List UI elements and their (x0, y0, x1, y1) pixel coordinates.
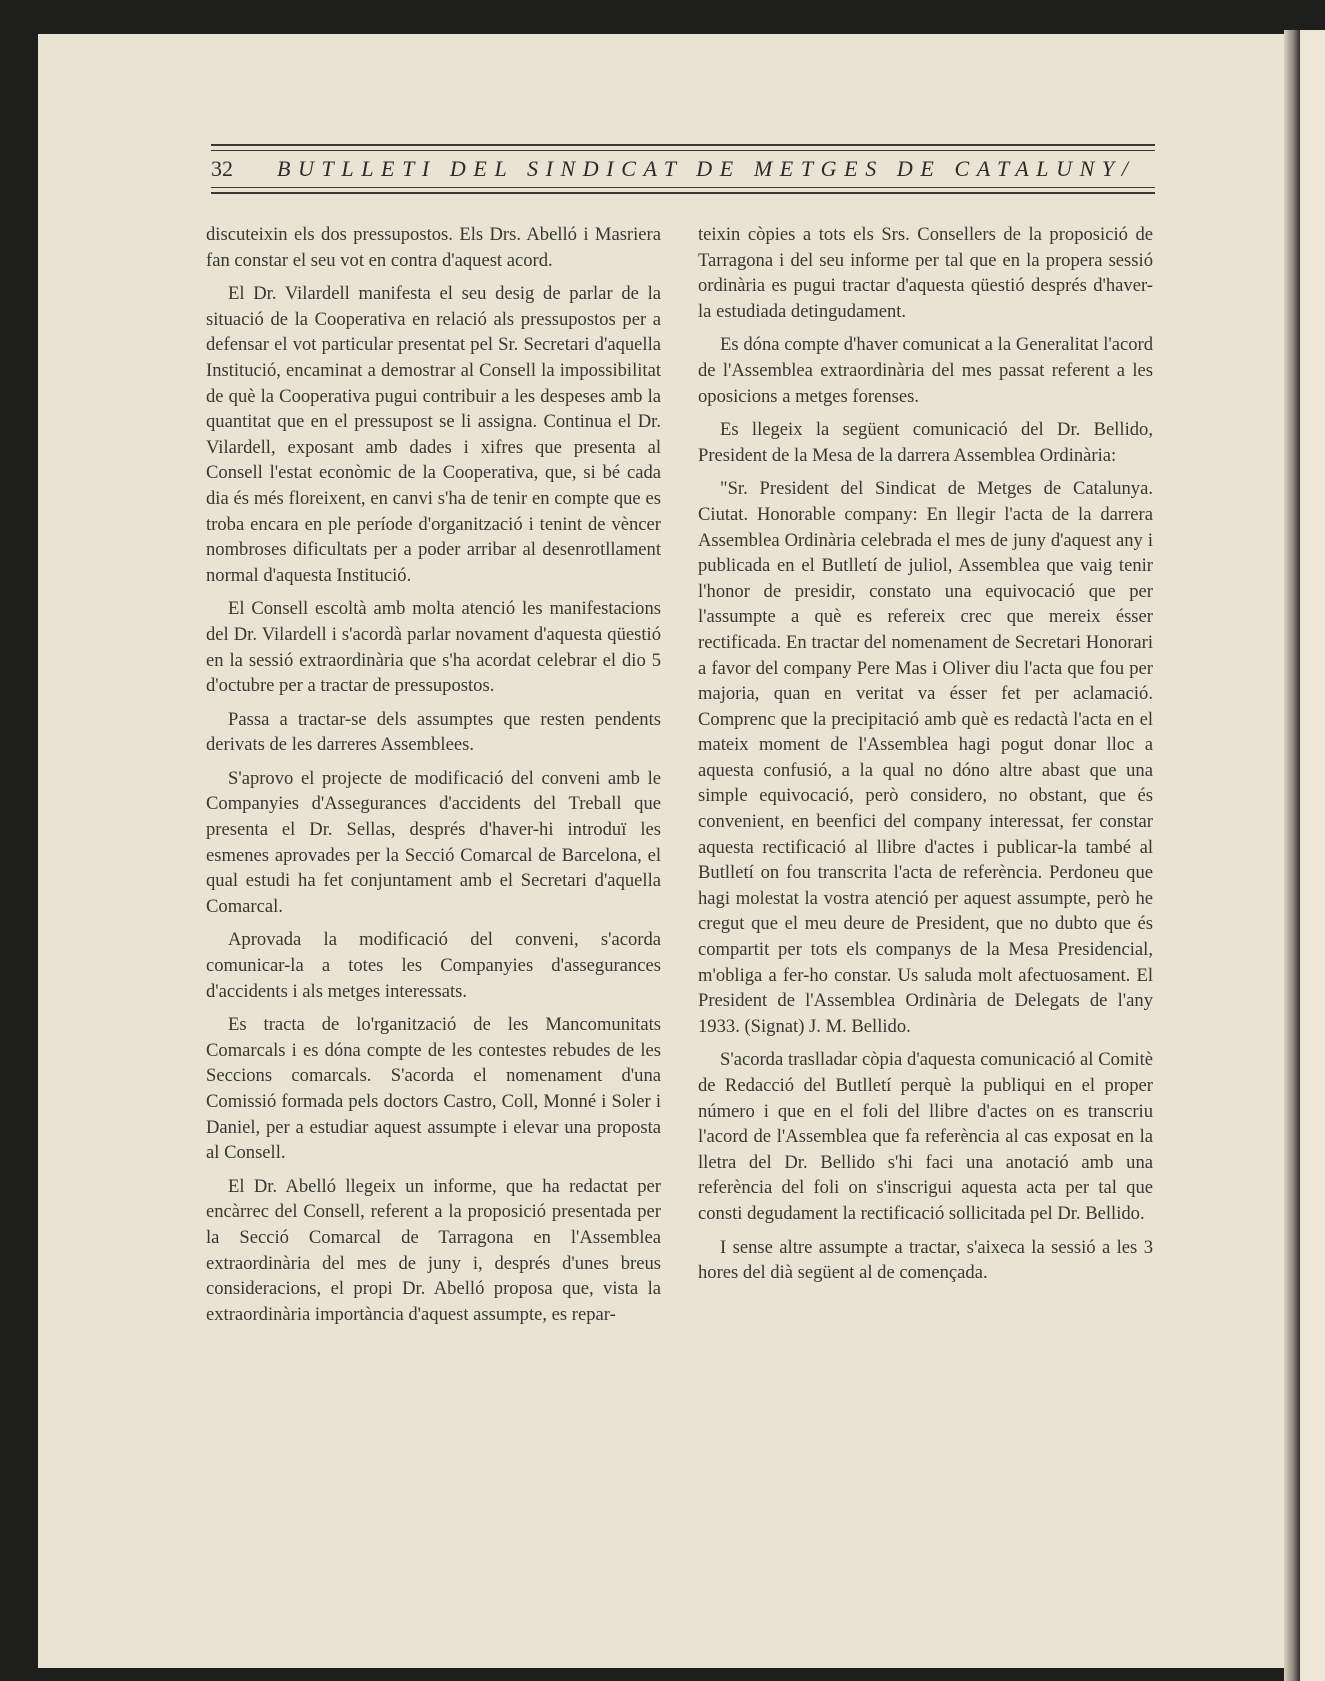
header-rule-bottom (211, 192, 1155, 194)
page-gutter-shadow (1284, 30, 1300, 1681)
right-column (698, 222, 1153, 1522)
paragraph: El Dr. Vilardell manifesta el seu desig de parlar de la situació de la Cooperativa en relació als pressupostos per a defensar el vot particular presentat pel Sr. Secretari d'aquella Institució, encaminat a demostrar al Consell la impossibilitat de què la Cooperativa pugui contribuir a les despeses amb la quantitat que en el pressupost se li assigna. Continua el Dr. Vilardell, exposant amb dades i xifres que presenta al Consell l'estat econòmic de la Cooperativa, que, si bé cada dia és més floreixent, en canvi s'ha de tenir en compte que es troba encara en ple període d'organització i tenint de vèncer nombroses dificultats per a poder arribar al desenrotllament normal d'aquesta Institució. (206, 283, 661, 586)
header-rule-top (211, 144, 1155, 146)
paragraph: I sense altre assumpte a tractar, s'aixeca la sessió a les 3 hores del dià següent al de començada. (698, 1236, 1153, 1284)
header-rule-top-thin (211, 150, 1155, 151)
running-header (211, 154, 1155, 184)
running-title: BUTLLETI DEL SINDICAT DE METGES DE CATALUNY/ (277, 156, 1136, 181)
paragraph: Es dóna compte d'haver comunicat a la Generalitat l'acord de l'Assemblea extraordinària del mes passat referent a les oposicions a metges forenses. (698, 334, 1153, 407)
quoted-letter: "Sr. President del Sindicat de Metges de Catalunya. Ciutat. Honorable company: En llegir l'acta de la darrera Assemblea Ordinària celebrada el mes de juny d'aquest any i publicada en el Butlletí de juliol, Assemblea que vaig tenir l'honor de presidir, constato una equivocació que per l'assumpte a què es refereix crec que mereix ésser rectificada. En tractar del nomenament de Secretari Honorari a favor del company Pere Mas i Oliver diu l'acta que fou per majoria, quan en veritat va ésser fet per aclamació. Comprenc que la precipitació amb què es redactà l'acta en el mateix moment de l'Assemblea hagi pogut donar lloc a aquesta confusió, a la qual no dóno altre abast que una simple equivocació, però considero, no obstant, que és convenient, en beenfici del company interessat, fer constar aquesta rectificació al llibre d'actes i publicar-la també al Butlletí on fou transcrita l'acta de referència. Perdoneu que hagi molestat la vostra atenció per aquest assumpte, però he cregut que el meu deure de President, que no dubto que és compartit per tots els companys de la Mesa Presidencial, m'obliga a fer-ho constar. Us saluda molt afectuosament. El President de l'Assemblea Ordinària de Delegats de l'any 1933. (Signat) J. M. Bellido. (698, 478, 1153, 1037)
page-number: 32 (211, 156, 233, 181)
paragraph: S'aprovo el projecte de modificació del conveni amb le Companyies d'Assegurances d'accidents del Treball que presenta el Dr. Sellas, després d'haver-hi introduï les esmenes aprovades per la Secció Comarcal de Barcelona, el qual estudi ha fet conjuntament amb el Secretari d'aquella Comarcal. (206, 767, 661, 917)
header-rule-bottom-thin (211, 187, 1155, 188)
left-column (206, 222, 661, 1522)
paragraph: El Dr. Abelló llegeix un informe, que ha redactat per encàrrec del Consell, referent a la proposició presentada per la Secció Comarcal de Tarragona en l'Assemblea extraordinària del mes de juny i, després d'unes breus consideracions, el propi Dr. Abelló proposa que, vista la extraordinària importància d'aquest assumpte, es repar- (206, 1175, 661, 1325)
paragraph: Es llegeix la següent comunicació del Dr. Bellido, President de la Mesa de la darrera Assemblea Ordinària: (698, 419, 1153, 466)
facing-page-edge (1300, 30, 1325, 1681)
paragraph: Aprovada la modificació del conveni, s'acorda comunicar-la a totes les Companyies d'assegurances d'accidents i als metges interessats. (206, 929, 661, 1002)
paragraph: S'acorda traslladar còpia d'aquesta comunicació al Comitè de Redacció del Butlletí perquè la publiqui en el proper número i que en el foli del llibre d'actes on es transcriu l'acord de l'Assemblea que fa referència al cas exposat en la lletra del Dr. Bellido s'hi faci una anotació amb una referència del foli on s'inscrigui aquesta acta per tal que consti degudament la rectificació sollicitada pel Dr. Bellido. (698, 1049, 1153, 1224)
paragraph: discuteixin els dos pressupostos. Els Drs. Abelló i Masriera fan constar el seu vot en contra d'aquest acord. (206, 224, 661, 271)
paragraph: El Consell escoltà amb molta atenció les manifestacions del Dr. Vilardell i s'acordà parlar novament d'aquesta qüestió en la sessió extraordinària que s'ha acordat celebrar el dio 5 d'octubre per a tractar de pressupostos. (206, 598, 661, 697)
paragraph: Passa a tractar-se dels assumptes que resten pendents derivats de les darreres Assemblees. (206, 708, 661, 756)
paragraph: teixin còpies a tots els Srs. Consellers de la proposició de Tarragona i del seu informe per tal que en la propera sessió ordinària es pugui tractar d'aquesta qüestió després d'haver-la estudiada detingudament. (698, 224, 1153, 322)
paragraph: Es tracta de lo'rganització de les Mancomunitats Comarcals i es dóna compte de les contestes rebudes de les Seccions comarcals. S'acorda el nomenament d'una Comissió formada pels doctors Castro, Coll, Monné i Soler i Daniel, per a estudiar aquest assumpte i elevar una proposta al Consell. (206, 1014, 661, 1164)
